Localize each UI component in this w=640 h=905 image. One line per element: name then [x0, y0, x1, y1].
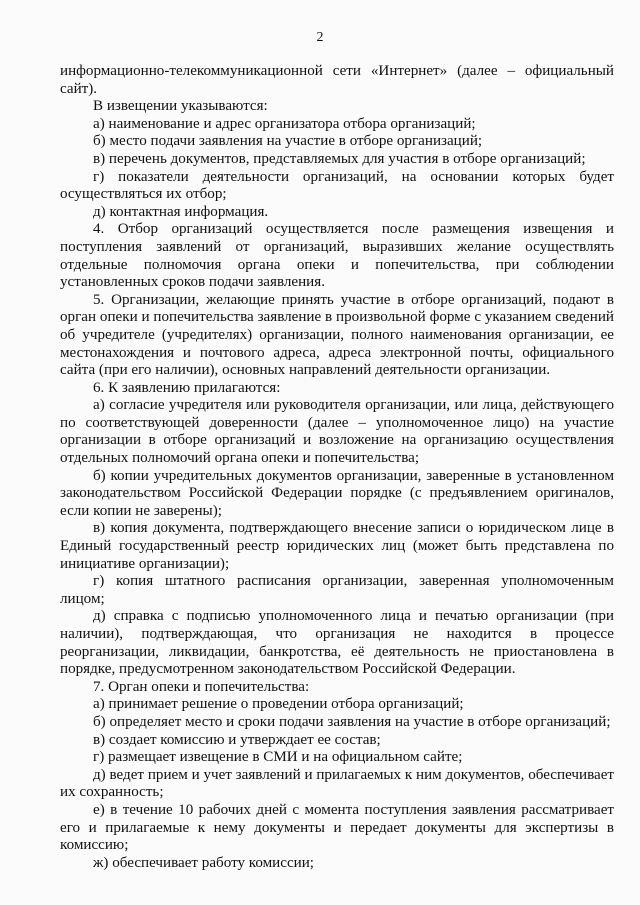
clause-7-heading: 7. Орган опеки и попечительства: [93, 678, 310, 695]
document-body [60, 63, 614, 872]
clause-7-item-e: е) в течение 10 рабочих дней с момента поступления заявления рассматривает его и прилагаемые к нему документы и передает документы для экспертизы в комиссию; [60, 801, 614, 854]
list-item-d: д) контактная информация. [93, 203, 269, 220]
clause-6-item-g: г) копия штатного расписания организации, заверенная уполномоченным лицом; [60, 573, 614, 607]
paragraph-continuation: информационно-телекоммуникационной сети «Интернет» (далее – официальный сайт). [60, 63, 614, 97]
clause-7-item-g: г) размещает извещение в СМИ и на официальном сайте; [93, 749, 463, 766]
list-item-a: а) наименование и адрес организатора отбора организаций; [93, 115, 476, 132]
clause-7-item-a: а) принимает решение о проведении отбора организаций; [93, 696, 464, 713]
page-number: 2 [316, 30, 324, 45]
clause-7-item-zh: ж) обеспечивает работу комиссии; [93, 854, 314, 871]
clause-6-item-b: б) копии учредительных документов организации, заверенные в установленном законодательством Российской Федерации порядке (с предъявлением оригиналов, если копии не заверены); [60, 467, 614, 519]
clause-4: 4. Отбор организаций осуществляется после размещения извещения и поступления заявлений от организаций, выразивших желание осуществлять отдельные полномочия органа опеки и попечительства, при соблюдении установленных сроков подачи заявления. [60, 221, 614, 291]
paragraph-notice-intro: В извещении указываются: [93, 98, 268, 115]
clause-7-item-d: д) ведет прием и учет заявлений и прилагаемых к ним документов, обеспечивает их сохранность; [60, 766, 614, 801]
clause-5: 5. Организации, желающие принять участие в отборе организаций, подают в орган опеки и попечительства заявление в произвольной форме с указанием сведений об учредителе (учредителях) организации, полного наименования организации, ее местонахождения и почтового адреса, адреса электронной почты, официального сайта (при его наличии), основных направлений деятельности организации. [60, 291, 614, 379]
clause-6-item-v: в) копия документа, подтверждающего внесение записи о юридическом лице в Единый государственный реестр юридических лиц (может быть представлена по инициативе организации); [60, 520, 614, 572]
clause-6-heading: 6. К заявлению прилагаются: [93, 379, 281, 396]
list-item-v: в) перечень документов, представляемых для участия в отборе организаций; [93, 150, 586, 167]
clause-6-item-d: д) справка с подписью уполномоченного лица и печатью организации (при наличии), подтверждающая, что организация не находится в процессе реорганизации, ликвидации, банкротства, её деятельность не приостановлена в порядке, предусмотренном законодательством Российской Федерации. [60, 608, 614, 678]
list-item-b: б) место подачи заявления на участие в отборе организаций; [93, 133, 483, 150]
clause-7-item-v: в) создает комиссию и утверждает ее состав; [93, 731, 381, 748]
clause-7-item-b: б) определяет место и сроки подачи заявления на участие в отборе организаций; [93, 713, 611, 730]
list-item-g: г) показатели деятельности организаций, на основании которых будет осуществляться их отбор; [60, 168, 614, 203]
clause-6-item-a: а) согласие учредителя или руководителя организации, или лица, действующего по соответствующей доверенности (далее – уполномоченное лицо) на участие организации в отборе организаций и возложение на организацию осуществления отдельных полномочий органа опеки и попечительства; [60, 397, 614, 467]
